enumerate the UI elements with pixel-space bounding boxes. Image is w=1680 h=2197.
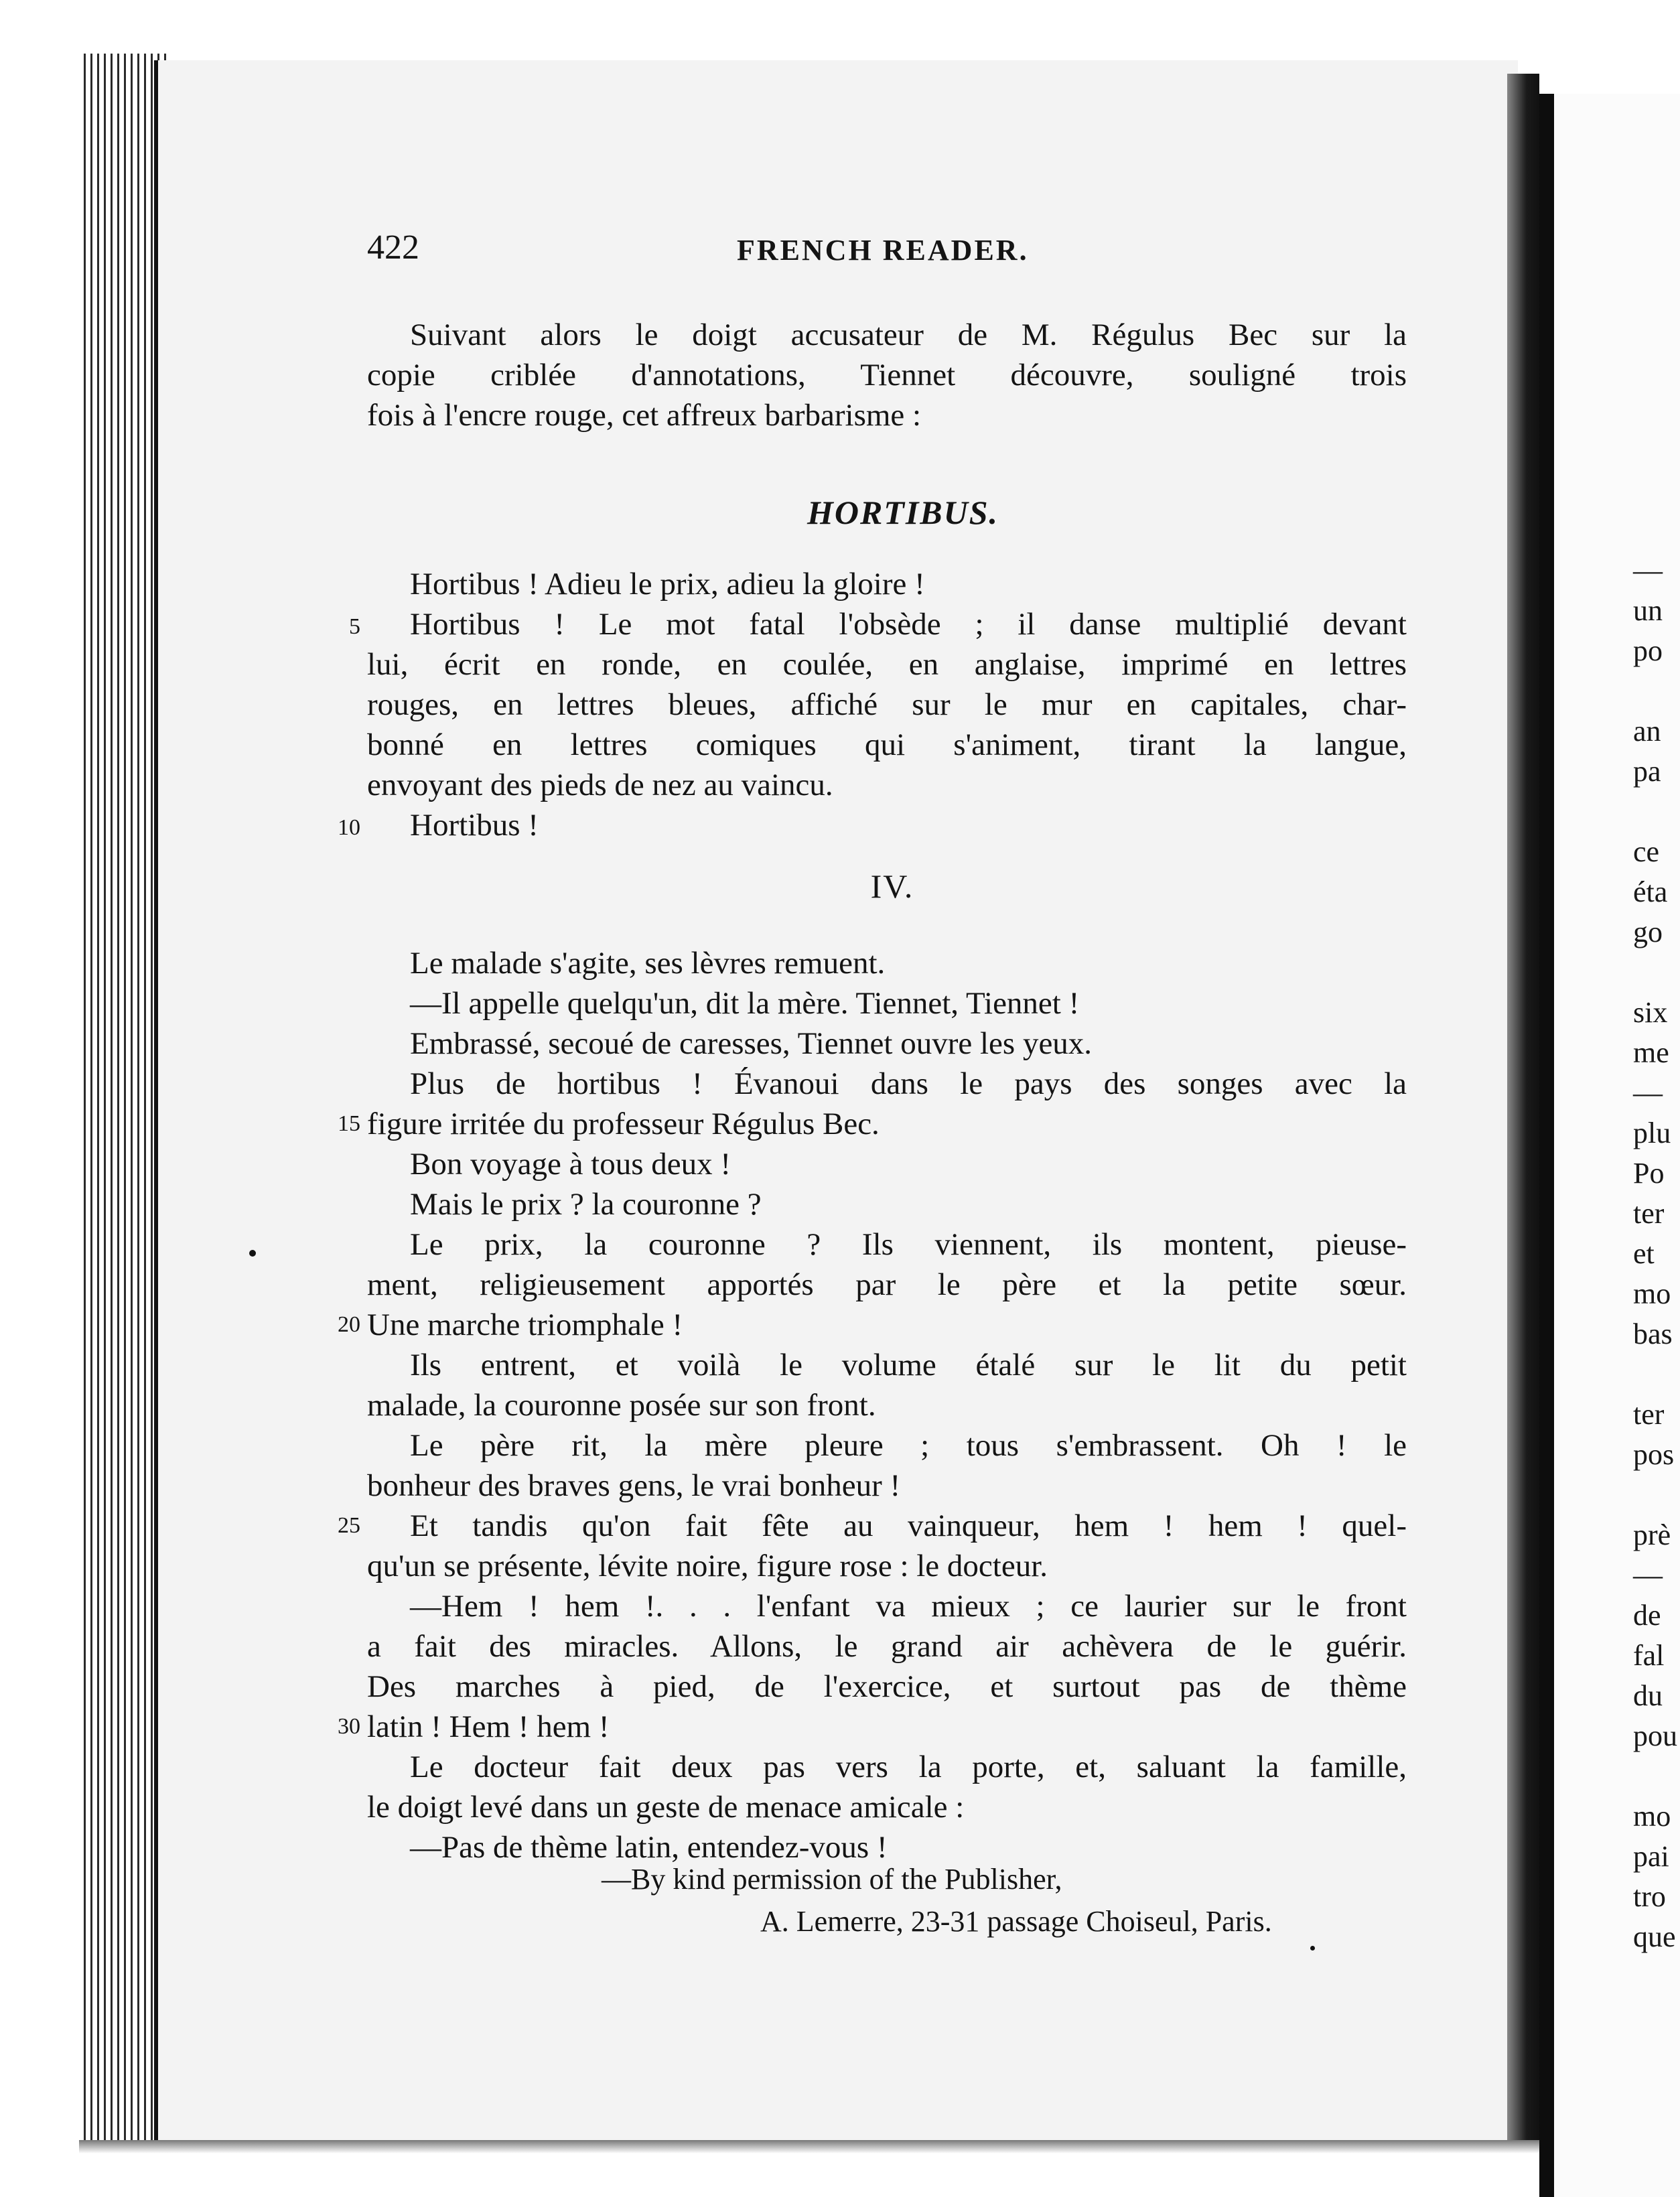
text-line: —Pas de thème latin, entendez-vous ! [410, 1830, 888, 1865]
facing-line: — [1633, 1559, 1663, 1591]
text-line: envoyant des pieds de nez au vaincu. [367, 768, 833, 802]
chapter-text [367, 943, 1407, 1867]
facing-line: pou [1633, 1719, 1677, 1752]
line-number: 5 [349, 614, 360, 639]
facing-line: fal [1633, 1639, 1665, 1672]
text-line: bonné en lettres comiques qui s'animent, tirant la langue, [367, 727, 1407, 762]
facing-line: Po [1633, 1157, 1665, 1190]
text-line: fois à l'encre rouge, cet affreux barbarisme : [367, 398, 922, 433]
facing-line: prè [1633, 1518, 1671, 1551]
text-line: Ils entrent, et voilà le volume étalé sur le lit du petit [410, 1348, 1407, 1383]
facing-line: — [1633, 1076, 1663, 1109]
section-heading: HORTIBUS. [807, 494, 999, 531]
facing-line: pai [1633, 1840, 1669, 1873]
spine-shadow [1507, 74, 1539, 2150]
text-line: Le malade s'agite, ses lèvres remuent. [410, 946, 886, 981]
text-line: Hortibus ! [410, 808, 539, 843]
text-line: copie criblée d'annotations, Tiennet découvre, souligné trois [367, 358, 1407, 393]
text-line: Mais le prix ? la couronne ? [410, 1187, 762, 1222]
facing-line: six [1633, 996, 1668, 1029]
credit-line-2: A. Lemerre, 23-31 passage Choiseul, Paris. [760, 1905, 1272, 1938]
facing-line: po [1633, 634, 1663, 667]
text-line: latin ! Hem ! hem ! [367, 1709, 610, 1744]
text-line: lui, écrit en ronde, en coulée, en anglaise, imprimé en lettres [367, 647, 1407, 682]
running-title: FRENCH READER. [737, 234, 1029, 267]
text-line: ment, religieusement apportés par le père et la petite sœur. [367, 1267, 1407, 1302]
text-line: le doigt levé dans un geste de menace amicale : [367, 1790, 965, 1825]
hortibus-paragraph [367, 564, 1407, 845]
text-line: a fait des miracles. Allons, le grand air achèvera de le guérir. [367, 1629, 1407, 1664]
facing-page [1539, 94, 1680, 2197]
facing-line: que [1633, 1920, 1676, 1953]
text-line: Le prix, la couronne ? Ils viennent, ils montent, pieuse- [410, 1227, 1407, 1262]
text-line: Suivant alors le doigt accusateur de M. Régulus Bec sur la [410, 317, 1407, 352]
intro-paragraph [367, 315, 1407, 435]
bottom-shadow [79, 2140, 1539, 2153]
text-line: malade, la couronne posée sur son front. [367, 1388, 876, 1423]
chapter-heading: IV. [870, 867, 914, 905]
text-line: Et tandis qu'on fait fête au vainqueur, hem ! hem ! quel- [410, 1508, 1407, 1543]
text-line: Une marche triomphale ! [367, 1307, 683, 1342]
credit-line-1: —By kind permission of the Publisher, [602, 1863, 1062, 1896]
text-line: Le père rit, la mère pleure ; tous s'embrassent. Oh ! le [410, 1428, 1407, 1463]
ink-speck [249, 1250, 256, 1257]
text-line: Hortibus ! Le mot fatal l'obsède ; il danse multiplié devant [410, 607, 1407, 642]
text-line: bonheur des braves gens, le vrai bonheur ! [367, 1468, 901, 1503]
text-line: rouges, en lettres bleues, affiché sur le mur en capitales, char- [367, 687, 1407, 722]
facing-line: ter [1633, 1197, 1665, 1230]
text-line: Plus de hortibus ! Évanoui dans le pays des songes avec la [410, 1066, 1407, 1101]
facing-line: ce [1633, 835, 1660, 868]
facing-line: du [1633, 1679, 1663, 1712]
text-line: Bon voyage à tous deux ! [410, 1147, 731, 1182]
gutter [1539, 94, 1554, 2197]
text-line: —Hem ! hem !. . . l'enfant va mieux ; ce laurier sur le front [410, 1589, 1407, 1624]
line-number: 15 [338, 1111, 360, 1136]
facing-line: mo [1633, 1277, 1671, 1310]
facing-line: mo [1633, 1800, 1671, 1833]
facing-line: et [1633, 1237, 1655, 1270]
text-line: Embrassé, secoué de caresses, Tiennet ouvre les yeux. [410, 1026, 1093, 1061]
facing-line: tro [1633, 1880, 1666, 1913]
facing-line: pos [1633, 1438, 1675, 1471]
ink-speck [1310, 1946, 1315, 1951]
text-line: figure irritée du professeur Régulus Bec. [367, 1107, 880, 1141]
facing-line: go [1633, 916, 1663, 948]
text-line: qu'un se présente, lévite noire, figure rose : le docteur. [367, 1549, 1048, 1583]
facing-line: de [1633, 1599, 1661, 1632]
facing-line: pa [1633, 755, 1661, 788]
facing-line: ter [1633, 1398, 1665, 1431]
line-number: 25 [338, 1513, 360, 1538]
page-number: 422 [367, 228, 419, 267]
text-line: Hortibus ! Adieu le prix, adieu la gloire ! [410, 567, 925, 601]
facing-line: an [1633, 715, 1661, 748]
line-number: 20 [338, 1312, 360, 1337]
text-line: Des marches à pied, de l'exercice, et surtout pas de thème [367, 1669, 1407, 1704]
facing-line: — [1633, 554, 1663, 587]
page-edges [79, 54, 166, 2150]
facing-line: un [1633, 594, 1663, 627]
line-number: 30 [338, 1714, 360, 1739]
text-line: Le docteur fait deux pas vers la porte, et, saluant la famille, [410, 1750, 1407, 1784]
facing-line: me [1633, 1036, 1669, 1069]
text-line: —Il appelle quelqu'un, dit la mère. Tiennet, Tiennet ! [410, 986, 1080, 1021]
facing-line: éta [1633, 875, 1668, 908]
facing-line: bas [1633, 1318, 1673, 1350]
line-number: 10 [338, 815, 360, 840]
facing-line: plu [1633, 1117, 1671, 1149]
